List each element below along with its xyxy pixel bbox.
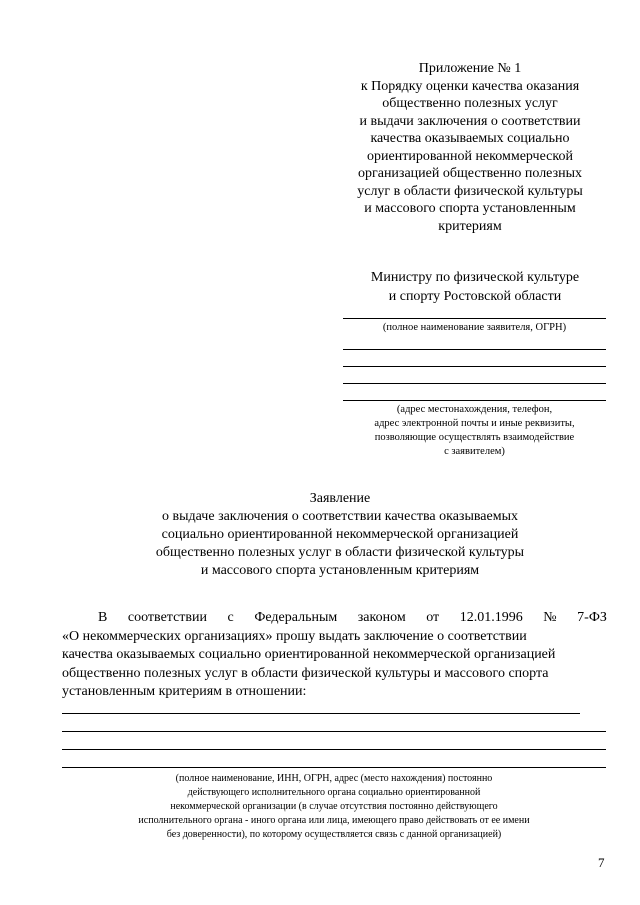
address-field-line-4[interactable] xyxy=(343,400,606,401)
organization-field-line-2[interactable] xyxy=(62,731,606,732)
title-line: общественно полезных услуг в области физической культуры xyxy=(155,545,525,560)
address-caption-line: адрес электронной почты и иные реквизиты, xyxy=(374,418,575,429)
appendix-header xyxy=(325,60,615,235)
paragraph-line-3 xyxy=(62,646,607,665)
applicant-name-field-line[interactable] xyxy=(343,318,606,319)
appendix-line: организацией общественно полезных xyxy=(357,166,582,181)
paragraph-word: 12.01.1996 xyxy=(459,610,523,625)
address-caption-line: с заявителем) xyxy=(444,446,505,457)
organization-field-line-4[interactable] xyxy=(62,767,606,768)
paragraph-text: «О некоммерческих организациях» прошу выдать заключение о соответствии xyxy=(62,628,527,644)
address-field-line-2[interactable] xyxy=(343,366,606,367)
appendix-line: общественно полезных услуг xyxy=(382,96,558,111)
recipient-line: и спорту Ростовской области xyxy=(388,289,562,304)
organization-caption xyxy=(62,772,606,842)
paragraph-text: общественно полезных услуг в области физической культуры и массового спорта xyxy=(62,665,549,681)
organization-caption-line: исполнительного органа - иного органа или лица, имеющего право действовать от ее имени xyxy=(138,815,530,826)
title-line: социально ориентированной некоммерческой организацией xyxy=(161,527,519,542)
paragraph-line-2 xyxy=(62,628,607,647)
paragraph-word: В xyxy=(98,610,108,625)
applicant-name-caption: (полное наименование заявителя, ОГРН) xyxy=(382,322,567,333)
address-field-line-3[interactable] xyxy=(343,383,606,384)
paragraph-line-5 xyxy=(62,683,607,702)
organization-caption-line: некоммерческой организации (в случае отсутствия постоянно действующего xyxy=(170,801,498,812)
address-caption-line: (адрес местонахождения, телефон, xyxy=(396,404,553,415)
paragraph-word: законом xyxy=(357,610,406,625)
recipient-block xyxy=(335,268,615,306)
appendix-line: и выдачи заключения о соответствии xyxy=(359,113,581,129)
paragraph-line-1 xyxy=(62,609,607,628)
organization-caption-line: действующего исполнительного органа социально ориентированной xyxy=(187,787,481,798)
title-heading: Заявление xyxy=(309,491,371,506)
paragraph-word: от xyxy=(426,610,440,625)
paragraph-text: качества оказываемых социально ориентированной некоммерческой организацией xyxy=(62,647,556,662)
appendix-line: к Порядку оценки качества оказания xyxy=(360,78,580,94)
address-caption-line: позволяющие осуществлять взаимодействие xyxy=(374,432,575,443)
page-number: 7 xyxy=(598,855,605,870)
appendix-line: и массового спорта установленным xyxy=(364,201,576,216)
appendix-line: услуг в области физической культуры xyxy=(357,183,583,199)
organization-caption-line: (полное наименование, ИНН, ОГРН, адрес (место нахождения) постоянно xyxy=(175,773,493,784)
paragraph-line-4 xyxy=(62,665,607,684)
appendix-line: ориентированной некоммерческой xyxy=(367,148,573,164)
paragraph-word: Федеральным xyxy=(254,610,338,625)
appendix-title: Приложение № 1 xyxy=(418,61,522,76)
document-title xyxy=(70,490,610,580)
organization-caption-line: без доверенности), по которому осуществляется связь с данной организацией) xyxy=(166,829,502,840)
organization-field-line-1[interactable] xyxy=(62,713,580,714)
paragraph-word: 7-ФЗ xyxy=(577,610,607,625)
recipient-line: Министру по физической культуре xyxy=(370,270,580,285)
title-line: и массового спорта установленным критериям xyxy=(200,563,480,578)
organization-field-line-3[interactable] xyxy=(62,749,606,750)
title-line: о выдаче заключения о соответствии качества оказываемых xyxy=(162,509,518,524)
address-caption xyxy=(343,403,606,459)
address-field-line-1[interactable] xyxy=(343,349,606,350)
appendix-line: критериям xyxy=(438,218,502,234)
paragraph-word: соответствии xyxy=(127,610,207,625)
appendix-line: качества оказываемых социально xyxy=(370,131,570,146)
paragraph-word: № xyxy=(543,610,557,625)
paragraph-word: с xyxy=(227,610,234,625)
request-paragraph xyxy=(62,609,607,702)
paragraph-text: установленным критериям в отношении: xyxy=(62,684,307,699)
